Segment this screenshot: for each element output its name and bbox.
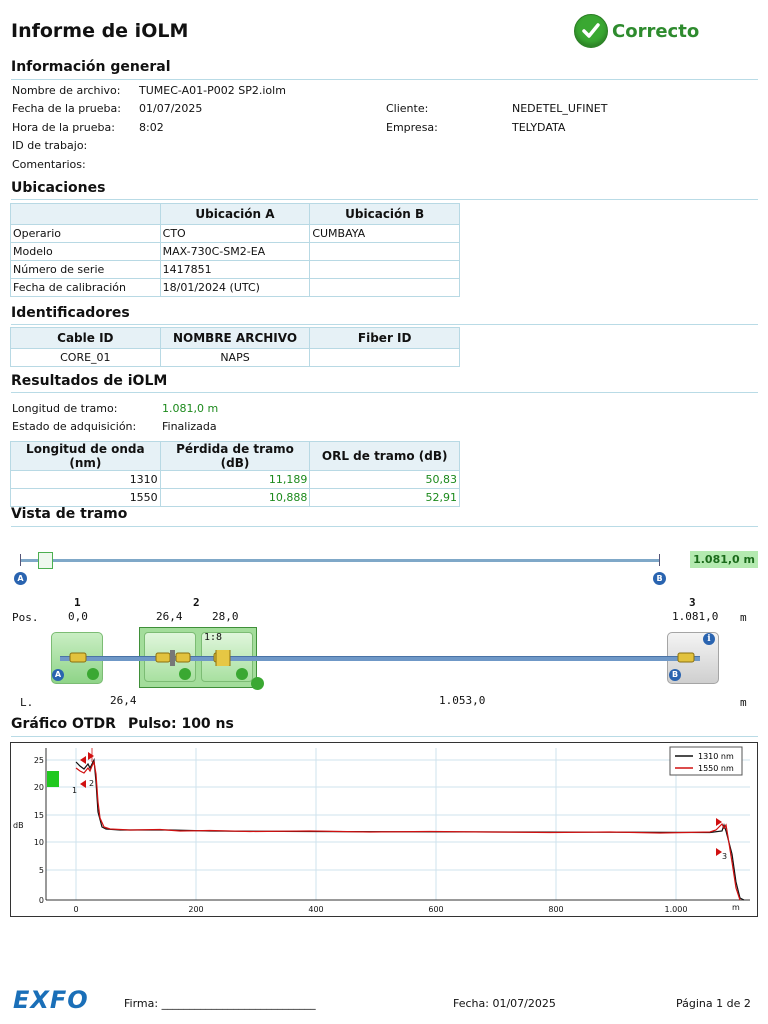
event-number-1: 1	[74, 596, 81, 609]
length-2: 1.053,0	[439, 694, 486, 707]
y-tick-label: 0	[38, 896, 44, 905]
section-general: Información general	[11, 59, 171, 75]
cell-fiber-id	[310, 349, 460, 367]
cell-a: 1417851	[160, 261, 310, 279]
label-span-length: Longitud de tramo:	[12, 402, 118, 415]
section-span-view: Vista de tramo	[11, 506, 128, 522]
info-icon[interactable]: i	[703, 633, 715, 645]
exfo-logo: EXFO	[13, 986, 89, 1014]
value-span-length: 1.081,0 m	[162, 402, 219, 415]
table-row	[11, 489, 460, 507]
legend-1310: 1310 nm	[698, 752, 734, 761]
x-tick-label: 1.000	[664, 905, 688, 914]
otdr-pulse: Pulso: 100 ns	[128, 716, 234, 732]
cell-orl: 50,83	[310, 471, 460, 489]
cell-a: MAX-730C-SM2-EA	[160, 243, 310, 261]
x-axis-unit: m	[732, 903, 740, 912]
header-file-name: NOMBRE ARCHIVO	[160, 328, 310, 349]
table-row	[11, 279, 460, 297]
header-cable-id: Cable ID	[11, 328, 161, 349]
y-tick-label: 20	[33, 783, 44, 792]
event-number-2: 2	[193, 596, 200, 609]
value-filename: TUMEC-A01-P002 SP2.iolm	[139, 84, 286, 97]
pass-icon	[87, 668, 99, 680]
header-orl: ORL de tramo (dB)	[310, 442, 460, 471]
row-label: Número de serie	[11, 261, 161, 279]
span-total-badge: 1.081,0 m	[690, 551, 758, 568]
results-table	[10, 441, 460, 507]
status-text: Correcto	[612, 20, 700, 42]
locations-table	[10, 203, 460, 297]
value-company: TELYDATA	[512, 121, 566, 134]
pass-icon	[179, 668, 191, 680]
legend-1550: 1550 nm	[698, 764, 734, 773]
section-locations: Ubicaciones	[11, 180, 106, 196]
cell-a: 18/01/2024 (UTC)	[160, 279, 310, 297]
cell-a: CTO	[160, 225, 310, 243]
divider	[11, 324, 758, 325]
label-company: Empresa:	[386, 121, 438, 134]
divider	[11, 392, 758, 393]
table-row	[11, 225, 460, 243]
table-row	[11, 243, 460, 261]
event-pos-2a: 26,4	[156, 610, 183, 623]
span-ruler	[20, 559, 660, 562]
y-axis-label: dB	[13, 821, 24, 830]
cell-b	[310, 261, 460, 279]
divider	[11, 526, 758, 527]
ruler-tick	[659, 554, 660, 566]
row-label: Fecha de calibración	[11, 279, 161, 297]
divider	[11, 79, 758, 80]
header-location-b: Ubicación B	[310, 204, 460, 225]
status-indicator	[574, 14, 699, 48]
pass-icon	[251, 677, 264, 690]
splitter-ratio: 1:8	[204, 632, 223, 643]
marker-a-bar	[47, 771, 59, 787]
y-tick-label: 25	[33, 756, 44, 765]
length-label: L.	[20, 696, 34, 709]
label-acq-state: Estado de adquisición:	[12, 420, 137, 433]
ruler-tick	[20, 554, 21, 566]
label-test-date: Fecha de la prueba:	[12, 102, 121, 115]
x-tick-label: 0	[73, 905, 79, 914]
identifiers-table	[10, 327, 460, 367]
otdr-chart	[10, 742, 758, 917]
table-row	[11, 349, 460, 367]
divider	[11, 736, 758, 737]
pos-label: Pos.	[12, 611, 39, 624]
label-comments: Comentarios:	[12, 158, 86, 171]
cell-loss: 10,888	[160, 489, 310, 507]
end-a-icon: A	[14, 572, 27, 585]
divider	[11, 199, 758, 200]
header-loss: Pérdida de tramo (dB)	[160, 442, 310, 471]
cell-b	[310, 243, 460, 261]
value-client: NEDETEL_UFINET	[512, 102, 608, 115]
end-a-icon: A	[52, 669, 64, 681]
row-label: Operario	[11, 225, 161, 243]
event-marker: 2	[89, 779, 95, 788]
header-empty	[11, 204, 161, 225]
checkmark-icon	[574, 14, 608, 48]
header-location-a: Ubicación A	[160, 204, 310, 225]
label-filename: Nombre de archivo:	[12, 84, 121, 97]
event-pos-3: 1.081,0	[672, 610, 719, 623]
value-test-time: 8:02	[139, 121, 164, 134]
row-label: Modelo	[11, 243, 161, 261]
event-number-3: 3	[689, 596, 696, 609]
table-row	[11, 471, 460, 489]
x-tick-label: 400	[308, 905, 324, 914]
pos-unit: m	[740, 611, 747, 624]
event-pos-1: 0,0	[68, 610, 88, 623]
cell-loss: 11,189	[160, 471, 310, 489]
label-job-id: ID de trabajo:	[12, 139, 88, 152]
section-results: Resultados de iOLM	[11, 373, 168, 389]
event-marker: 1	[72, 786, 78, 795]
pass-icon	[236, 668, 248, 680]
y-tick-label: 10	[33, 838, 44, 847]
value-acq-state: Finalizada	[162, 420, 217, 433]
section-identifiers: Identificadores	[11, 305, 130, 321]
zoom-window-handle[interactable]	[38, 552, 53, 569]
value-test-date: 01/07/2025	[139, 102, 203, 115]
y-tick-label: 5	[38, 866, 44, 875]
page-number: Página 1 de 2	[676, 997, 751, 1010]
x-tick-label: 200	[188, 905, 204, 914]
cell-file-name: NAPS	[160, 349, 310, 367]
event-marker: 3	[722, 852, 728, 861]
cell-b: CUMBAYA	[310, 225, 460, 243]
signature-line: Firma: ____________________________	[124, 997, 316, 1010]
end-b-icon: B	[653, 572, 666, 585]
header-wavelength: Longitud de onda (nm)	[11, 442, 161, 471]
length-1: 26,4	[110, 694, 137, 707]
y-tick-label: 15	[33, 811, 44, 820]
end-b-icon: B	[669, 669, 681, 681]
event-pos-2b: 28,0	[212, 610, 239, 623]
cell-b	[310, 279, 460, 297]
x-tick-label: 600	[428, 905, 444, 914]
cell-orl: 52,91	[310, 489, 460, 507]
label-client: Cliente:	[386, 102, 429, 115]
table-row	[11, 261, 460, 279]
report-title: Informe de iOLM	[11, 20, 189, 42]
header-fiber-id: Fiber ID	[310, 328, 460, 349]
length-unit: m	[740, 696, 747, 709]
footer-date: Fecha: 01/07/2025	[453, 997, 556, 1010]
cell-cable-id: CORE_01	[11, 349, 161, 367]
x-tick-label: 800	[548, 905, 564, 914]
cell-wavelength: 1310	[11, 471, 161, 489]
label-test-time: Hora de la prueba:	[12, 121, 115, 134]
cell-wavelength: 1550	[11, 489, 161, 507]
fiber-connectors	[64, 650, 704, 666]
section-otdr: Gráfico OTDR	[11, 716, 116, 732]
